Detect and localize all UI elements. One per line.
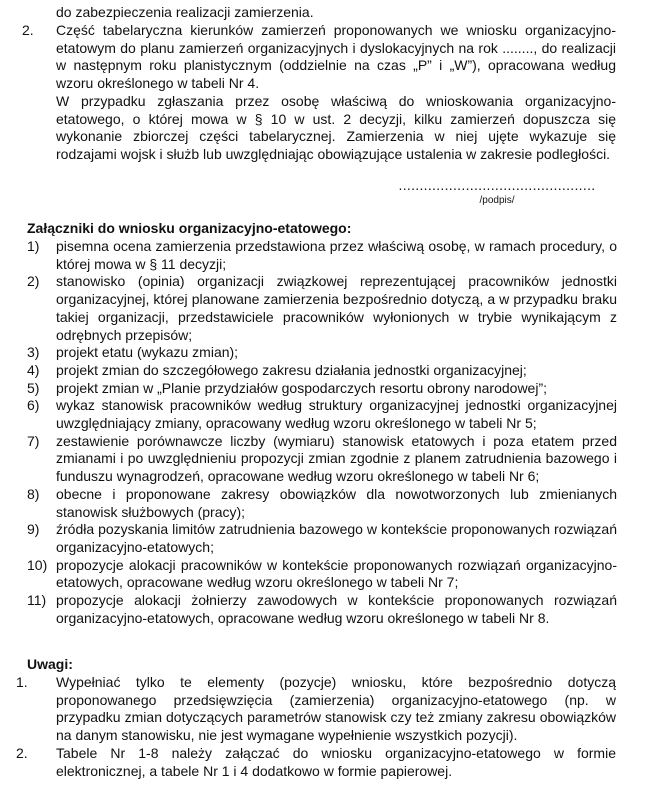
attachment-item-number: 7) <box>27 432 40 449</box>
signature-label: /podpis/ <box>479 195 515 206</box>
intro-item-paragraph-2: W przypadku zgłaszania przez osobę właściwą do wnioskowania organizacyjno-etatowego, o której mowa w § 10 w ust. 2 decyzji, kilku zamierzeń dopuszcza się wykonanie zbiorczej części tabelarycznej. Zamierzenia w niej ujęte wykazuje się rodzajami wojsk i służb lub uwzględniając obowiązujące ustalenia w zakresie podległości. <box>56 92 616 162</box>
attachment-item-text: zestawienie porównawcze liczby (wymiaru) stanowisk etatowych i poza etatem przed zmianami i po uwzględnieniu propozycji zmian zgodnie z planem zatrudnienia bazowego i funduszu wynagrodzeń, opracowane według wzoru określonego w tabeli Nr 6; <box>56 432 617 485</box>
attachment-item-number: 1) <box>27 238 40 254</box>
attachment-item <box>27 238 617 273</box>
attachment-item-number: 10) <box>27 556 48 573</box>
attachment-item-text: stanowisko (opinia) organizacji związkowej reprezentującej pracowników jednostki organizacyjnej, której planowane zamierzenia bezpośrednio dotyczą, a w przypadku braku takiej organizacji, przedstawiciele pracowników wyłonionych w trybie wynikającym z odrębnych przepisów; <box>56 273 617 343</box>
attachment-item-text: źródła pozyskania limitów zatrudnienia bazowego w kontekście proponowanych rozwiązań organizacyjno-etatowych; <box>56 521 617 555</box>
attachment-item-text: propozycje alokacji pracowników w kontekście proponowanych rozwiązań organizacyjno-etatowych, opracowane według wzoru określonego w tabeli Nr 7; <box>56 556 617 591</box>
attachment-item <box>27 486 617 521</box>
attachment-item <box>27 433 617 486</box>
attachment-item <box>27 557 617 592</box>
attachment-item-number: 3) <box>27 344 40 361</box>
intro-item-number: 2. <box>22 22 34 38</box>
attachment-item-text: pisemna ocena zamierzenia przedstawiona przez właściwą osobę, w ramach procedury, o której mowa w § 11 decyzji; <box>56 238 617 272</box>
attachment-item <box>27 362 617 380</box>
attachment-item-text: projekt zmian do szczegółowego zakresu działania jednostki organizacyjnej; <box>56 361 527 378</box>
attachment-item-number: 9) <box>27 521 40 538</box>
attachment-item-number: 5) <box>27 379 40 396</box>
signature-line: ............................................... <box>398 177 596 193</box>
note-item-number: 2. <box>16 744 28 761</box>
intro-line-text: do zabezpieczenia realizacji zamierzenia. <box>56 4 314 20</box>
intro-item-2 <box>22 22 616 164</box>
note-item-number: 1. <box>16 674 28 690</box>
notes-items <box>6 674 616 780</box>
attachment-item-text: wykaz stanowisk pracowników według struktury organizacyjnej jednostki organizacyjnej uwzględniający zmiany, opracowany według wzoru określonego w tabeli Nr 5; <box>56 397 617 432</box>
note-item <box>6 674 616 745</box>
attachment-item-text: projekt etatu (wykazu zmian); <box>56 344 239 361</box>
note-item-text: Tabele Nr 1-8 należy załączać do wniosku organizacyjno-etatowego w formie elektronicznej, a tabele Nr 1 i 4 dodatkowo w formie papierowej. <box>56 744 616 779</box>
attachment-item-number: 8) <box>27 485 40 502</box>
attachment-item <box>27 592 617 627</box>
notes-list <box>6 674 616 780</box>
attachment-item-number: 2) <box>27 273 40 290</box>
attachment-item-number: 6) <box>27 397 40 414</box>
attachments-items <box>27 238 617 627</box>
attachments-list <box>27 238 617 627</box>
intro-item-paragraph-1: Część tabelaryczna kierunków zamierzeń proponowanych we wniosku organizacyjno-etatowym do planu zamierzeń organizacyjnych i dyslokacyjnych na rok ........, do realizacji w następnym roku planistycznym (oddzielnie na czas „P” i „W”), opracowana według wzoru określonego w tabeli Nr 4. <box>56 22 616 92</box>
intro-continuation-line <box>56 4 616 22</box>
attachment-item <box>27 380 617 398</box>
attachment-item-text: projekt zmian w „Planie przydziałów gospodarczych resortu obrony narodowej”; <box>56 379 548 396</box>
attachment-item <box>27 397 617 432</box>
note-item <box>6 745 616 780</box>
note-item-text: Wypełniać tylko te elementy (pozycje) wniosku, które bezpośrednio dotyczą proponowanego przedsięwzięcia (zamierzenia) organizacyjno-etatowego (np. w przypadku zmian dotyczących parametrów stanowisk czy też zmiany zakresu obowiązków na danym stanowisku, nie jest wymagane wypełnienie wszystkich pozycji). <box>56 674 616 744</box>
attachment-item <box>27 273 617 344</box>
attachment-item-number: 4) <box>27 361 40 378</box>
attachment-item-text: obecne i proponowane zakresy obowiązków dla nowotworzonych lub zmienianych stanowisk służbowych (pracy); <box>56 485 617 520</box>
attachment-item <box>27 521 617 556</box>
attachment-item-text: propozycje alokacji żołnierzy zawodowych w kontekście proponowanych rozwiązań organizacyjno-etatowych, opracowane według wzoru określonego w tabeli Nr 8. <box>56 592 617 626</box>
notes-heading: Uwagi: <box>27 656 73 672</box>
attachments-heading: Załączniki do wniosku organizacyjno-etatowego: <box>27 220 352 236</box>
attachment-item-number: 11) <box>27 592 47 609</box>
attachment-item <box>27 344 617 362</box>
